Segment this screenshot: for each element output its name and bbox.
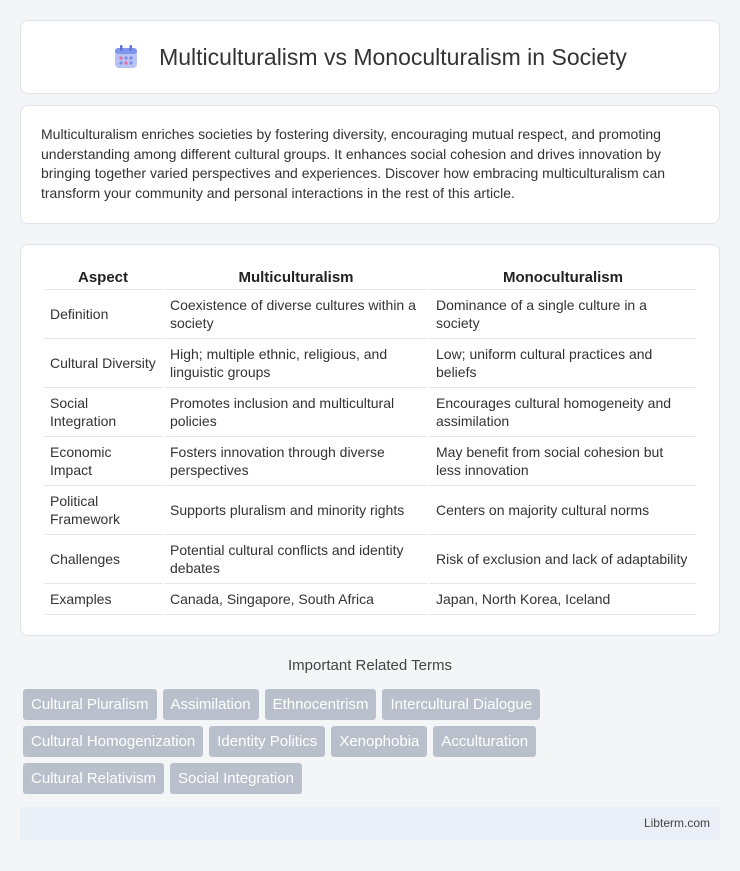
aspect-cell: Political Framework <box>44 486 162 535</box>
monoculturalism-cell: Centers on majority cultural norms <box>430 486 696 535</box>
tag-cultural-pluralism[interactable]: Cultural Pluralism <box>23 689 157 720</box>
related-terms-heading: Important Related Terms <box>288 657 452 674</box>
title-card <box>20 20 720 94</box>
aspect-cell: Examples <box>44 584 162 615</box>
multiculturalism-cell: Potential cultural conflicts and identity debates <box>164 535 428 584</box>
table-row <box>44 290 696 339</box>
tag-assimilation[interactable]: Assimilation <box>163 689 259 720</box>
table-row <box>44 584 696 615</box>
calendar-grid-icon <box>113 44 139 70</box>
table-row <box>44 388 696 437</box>
comparison-table <box>42 265 698 615</box>
tag-intercultural-dialogue[interactable]: Intercultural Dialogue <box>382 689 540 720</box>
column-header-aspect: Aspect <box>44 265 162 290</box>
tag-acculturation[interactable]: Acculturation <box>433 726 536 757</box>
tag-social-integration[interactable]: Social Integration <box>170 763 302 794</box>
aspect-cell: Social Integration <box>44 388 162 437</box>
monoculturalism-cell: May benefit from social cohesion but less innovation <box>430 437 696 486</box>
tag-xenophobia[interactable]: Xenophobia <box>331 726 427 757</box>
tag-row <box>23 763 723 794</box>
tag-row <box>23 726 723 757</box>
multiculturalism-cell: Promotes inclusion and multicultural policies <box>164 388 428 437</box>
column-header-monoculturalism: Monoculturalism <box>430 265 696 290</box>
page-title: Multiculturalism vs Monoculturalism in Society <box>159 43 627 70</box>
aspect-cell: Economic Impact <box>44 437 162 486</box>
footer <box>20 807 720 840</box>
related-terms-list <box>23 689 723 800</box>
table-row <box>44 535 696 584</box>
aspect-cell: Definition <box>44 290 162 339</box>
intro-text: Multiculturalism enriches societies by fostering diversity, encouraging mutual respect, and promoting understanding among different cultural groups. It enhances social cohesion and drives innovation by bringing together varied perspectives and experiences. Discover how embracing multiculturalism can transform your community and personal interactions in the rest of this article. <box>41 126 666 201</box>
multiculturalism-cell: Fosters innovation through diverse perspectives <box>164 437 428 486</box>
multiculturalism-cell: Supports pluralism and minority rights <box>164 486 428 535</box>
aspect-cell: Cultural Diversity <box>44 339 162 388</box>
multiculturalism-cell: Coexistence of diverse cultures within a society <box>164 290 428 339</box>
monoculturalism-cell: Encourages cultural homogeneity and assimilation <box>430 388 696 437</box>
tag-identity-politics[interactable]: Identity Politics <box>209 726 325 757</box>
table-row <box>44 339 696 388</box>
table-row <box>44 437 696 486</box>
monoculturalism-cell: Japan, North Korea, Iceland <box>430 584 696 615</box>
monoculturalism-cell: Dominance of a single culture in a society <box>430 290 696 339</box>
monoculturalism-cell: Low; uniform cultural practices and beliefs <box>430 339 696 388</box>
column-header-multiculturalism: Multiculturalism <box>164 265 428 290</box>
multiculturalism-cell: Canada, Singapore, South Africa <box>164 584 428 615</box>
aspect-cell: Challenges <box>44 535 162 584</box>
tag-row <box>23 689 723 720</box>
footer-site-link[interactable]: Libterm.com <box>643 816 710 830</box>
table-header-row <box>44 265 696 290</box>
comparison-table-card <box>20 244 720 636</box>
monoculturalism-cell: Risk of exclusion and lack of adaptability <box>430 535 696 584</box>
multiculturalism-cell: High; multiple ethnic, religious, and linguistic groups <box>164 339 428 388</box>
table-row <box>44 486 696 535</box>
tag-cultural-homogenization[interactable]: Cultural Homogenization <box>23 726 203 757</box>
tag-ethnocentrism[interactable]: Ethnocentrism <box>265 689 377 720</box>
tag-cultural-relativism[interactable]: Cultural Relativism <box>23 763 164 794</box>
intro-card <box>20 105 720 224</box>
